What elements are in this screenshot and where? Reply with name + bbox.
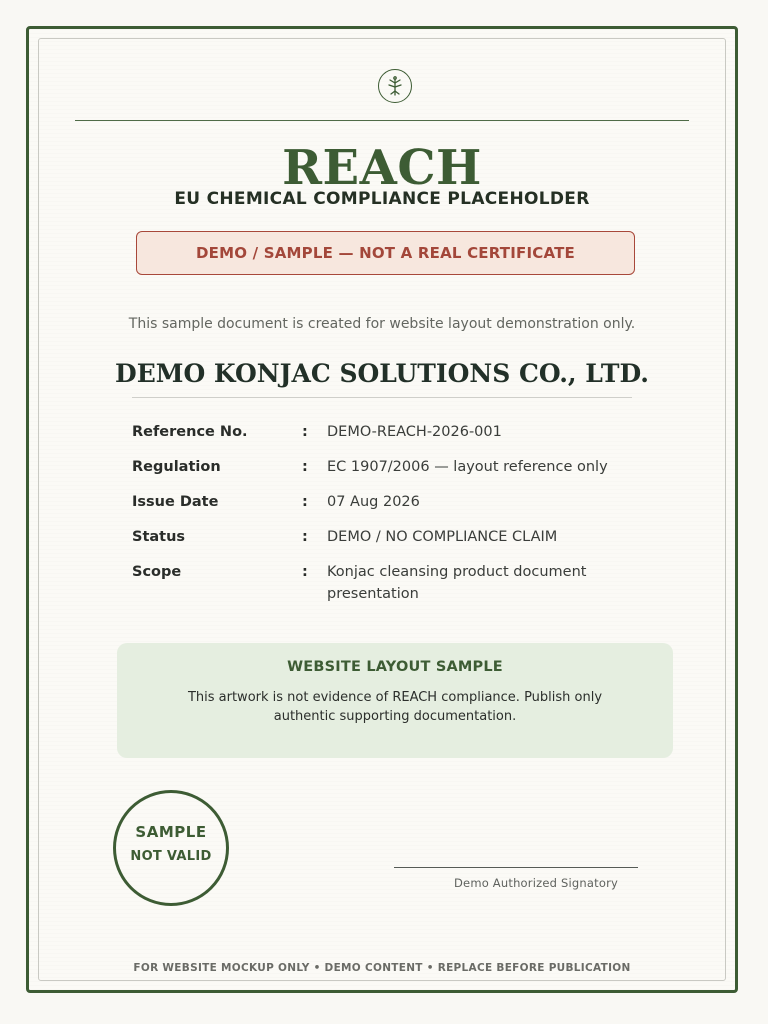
certificate-subtitle: EU CHEMICAL COMPLIANCE PLACEHOLDER bbox=[174, 189, 590, 209]
seal-line-2: NOT VALID bbox=[130, 849, 212, 864]
detail-row-regulation bbox=[132, 459, 652, 494]
detail-separator: : bbox=[302, 459, 308, 475]
detail-value: Konjac cleansing product document presentation bbox=[327, 564, 587, 602]
intro-text: This sample document is created for website layout demonstration only. bbox=[128, 316, 636, 332]
detail-label: Status bbox=[132, 529, 186, 545]
detail-value: DEMO / NO COMPLIANCE CLAIM bbox=[327, 529, 558, 545]
seal-line-1: SAMPLE bbox=[135, 823, 207, 841]
detail-label: Issue Date bbox=[132, 494, 219, 510]
signature-line bbox=[394, 867, 638, 868]
detail-row-scope bbox=[132, 564, 652, 610]
notice-title: WEBSITE LAYOUT SAMPLE bbox=[287, 659, 503, 675]
detail-row-status bbox=[132, 529, 652, 564]
footer-text: FOR WEBSITE MOCKUP ONLY • DEMO CONTENT • REPLACE BEFORE PUBLICATION bbox=[133, 962, 631, 974]
company-name: DEMO KONJAC SOLUTIONS CO., LTD. bbox=[115, 359, 649, 388]
company-divider bbox=[132, 397, 632, 398]
demo-warning-banner bbox=[136, 231, 635, 275]
certificate-page bbox=[26, 26, 738, 993]
inner-border bbox=[38, 38, 726, 981]
detail-separator: : bbox=[302, 564, 308, 580]
details-table bbox=[132, 424, 652, 610]
demo-warning-text: DEMO / SAMPLE — NOT A REAL CERTIFICATE bbox=[196, 244, 575, 262]
plant-sprout-icon bbox=[378, 69, 412, 103]
notice-text: This artwork is not evidence of REACH compliance. Publish only authentic supporting documentation. bbox=[187, 690, 603, 724]
detail-separator: : bbox=[302, 494, 308, 510]
top-divider bbox=[75, 120, 689, 121]
layout-sample-notice bbox=[117, 643, 673, 758]
detail-separator: : bbox=[302, 424, 308, 440]
detail-separator: : bbox=[302, 529, 308, 545]
detail-row-reference bbox=[132, 424, 652, 459]
detail-label: Scope bbox=[132, 564, 182, 580]
detail-label: Reference No. bbox=[132, 424, 248, 440]
sample-seal bbox=[113, 790, 229, 906]
detail-value: EC 1907/2006 — layout reference only bbox=[327, 459, 608, 475]
detail-label: Regulation bbox=[132, 459, 221, 475]
detail-row-issue-date bbox=[132, 494, 652, 529]
detail-value: 07 Aug 2026 bbox=[327, 494, 420, 510]
certificate-title: REACH bbox=[282, 140, 482, 196]
signature-label: Demo Authorized Signatory bbox=[453, 876, 618, 890]
detail-value: DEMO-REACH-2026-001 bbox=[327, 424, 502, 440]
